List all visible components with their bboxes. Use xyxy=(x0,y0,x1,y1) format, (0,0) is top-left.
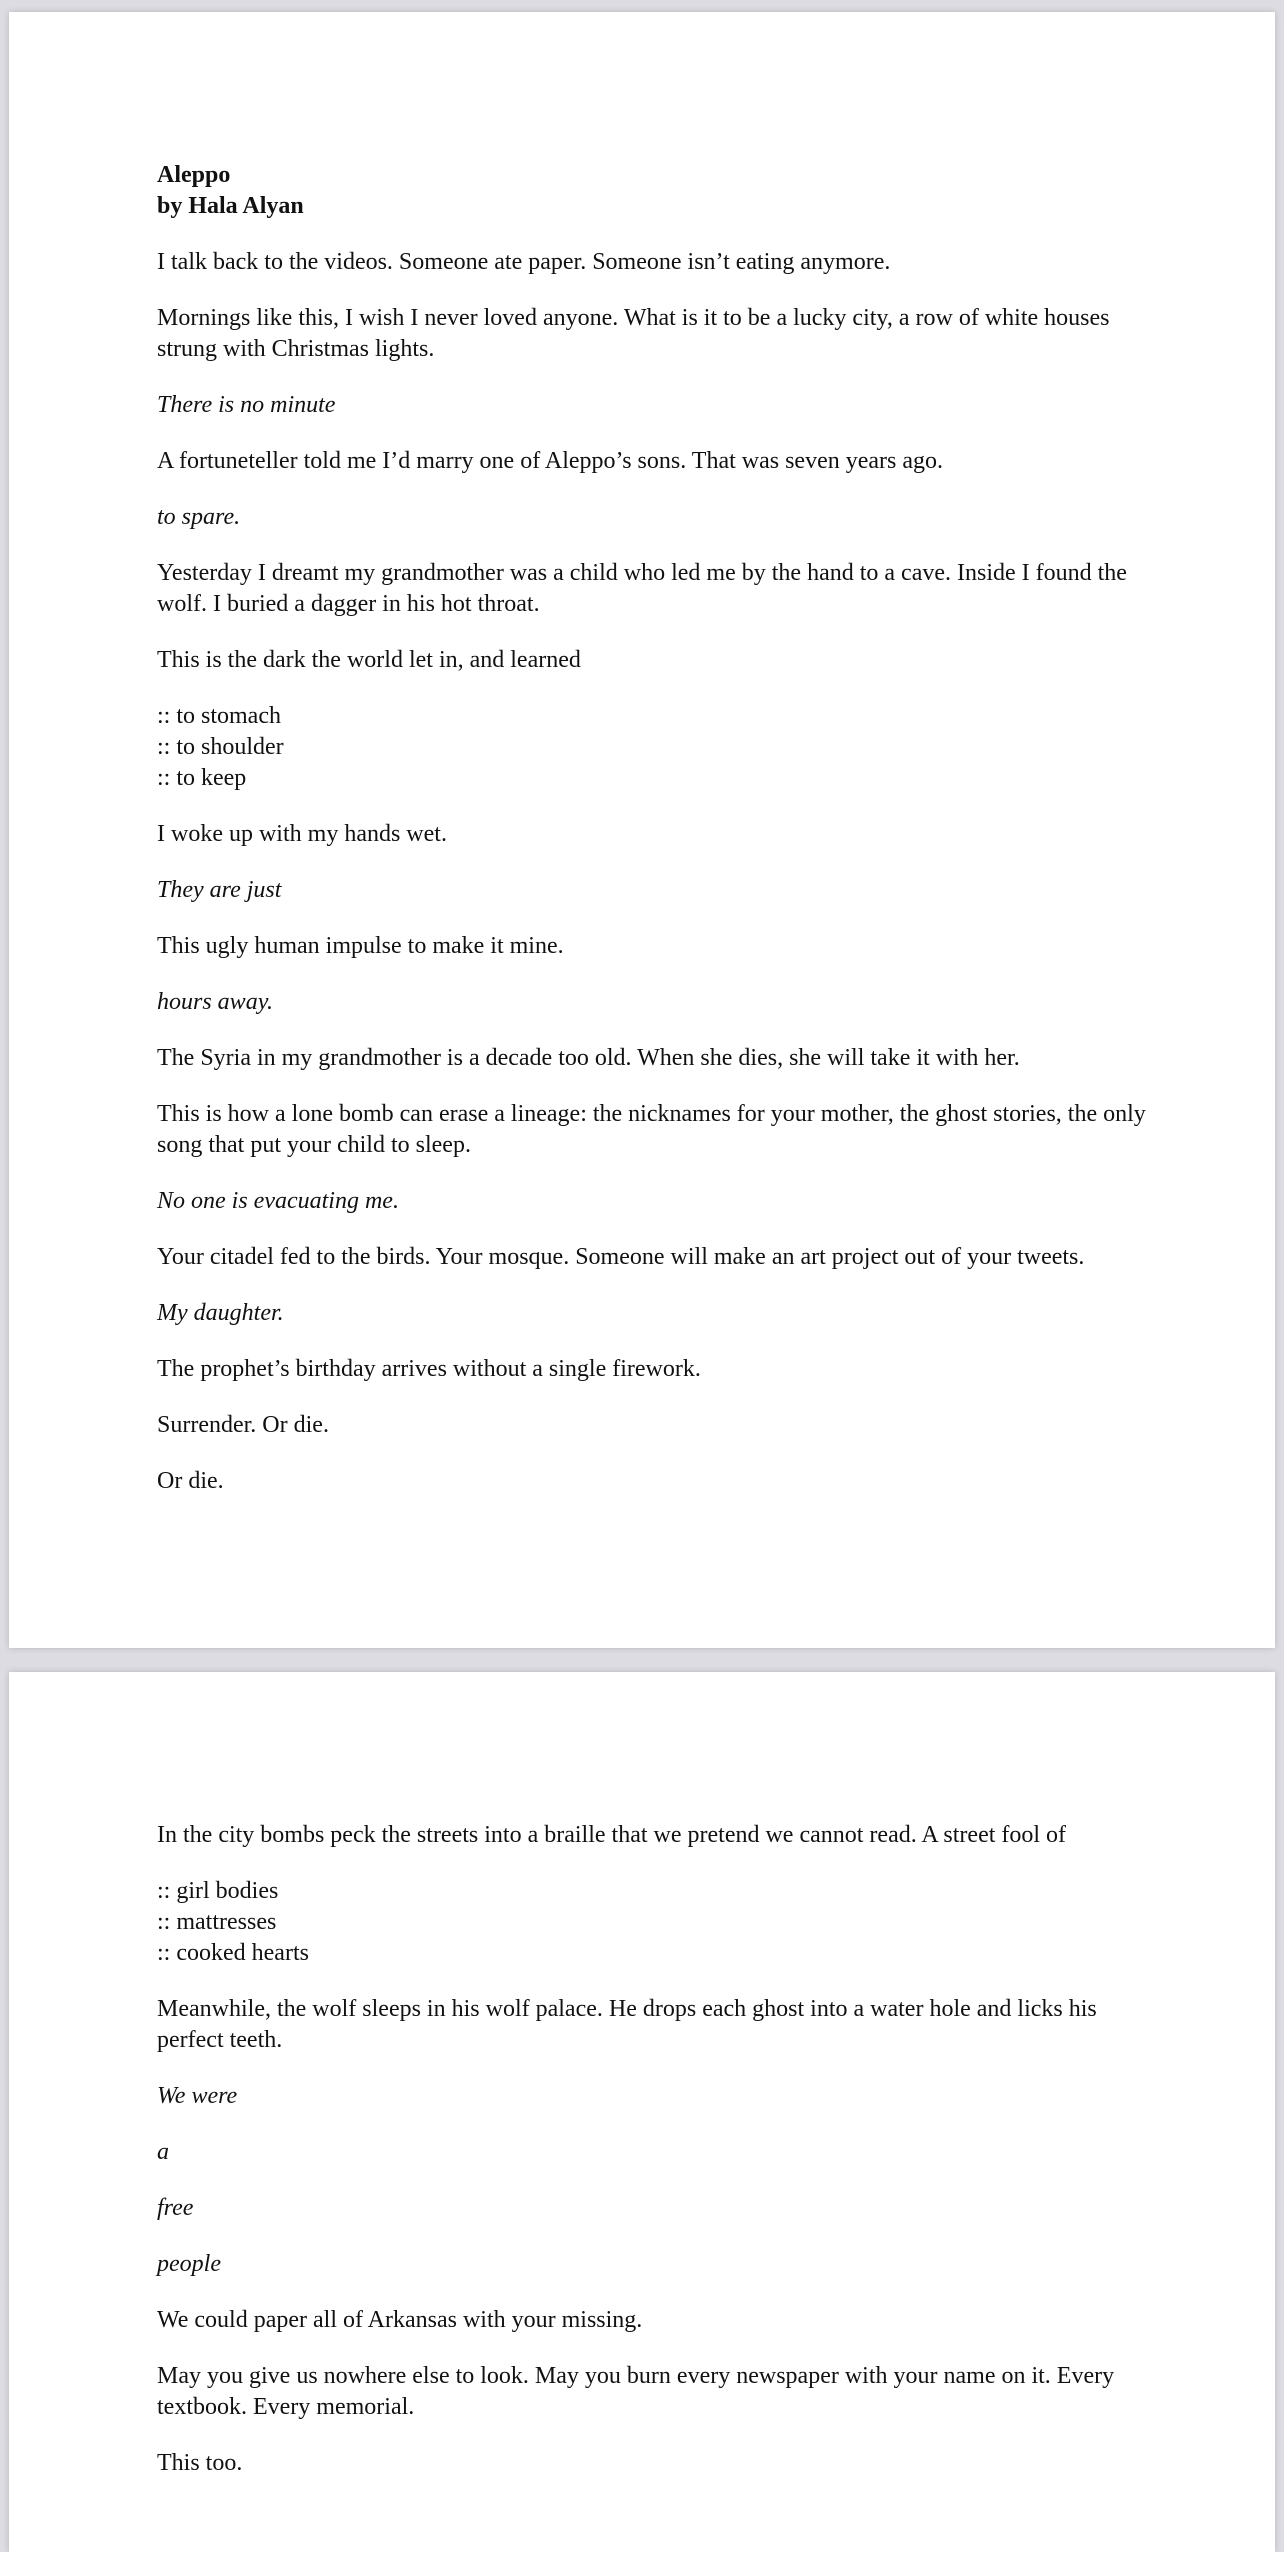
paragraph: This ugly human impulse to make it mine. xyxy=(157,933,564,959)
poem-byline: by Hala Alyan xyxy=(157,193,304,219)
italic-line: free xyxy=(157,2195,194,2221)
document-page-1 xyxy=(9,12,1275,1648)
italic-line: a xyxy=(157,2139,169,2165)
italic-line: No one is evacuating me. xyxy=(157,1188,399,1214)
paragraph: In the city bombs peck the streets into a braille that we pretend we cannot read. A street fool of xyxy=(157,1822,1067,1848)
paragraph: We could paper all of Arkansas with your missing. xyxy=(157,2307,643,2333)
italic-line: There is no minute xyxy=(157,392,336,418)
italic-line: to spare. xyxy=(157,504,241,530)
list-block-1 xyxy=(157,701,1147,794)
paragraph: The prophet’s birthday arrives without a single firework. xyxy=(157,1356,701,1382)
italic-line: people xyxy=(157,2251,221,2277)
paragraph: This too. xyxy=(157,2450,243,2476)
paragraph: Meanwhile, the wolf sleeps in his wolf palace. He drops each ghost into a water hole and licks his perfect teeth. xyxy=(157,1996,1097,2053)
paragraph: The Syria in my grandmother is a decade too old. When she dies, she will take it with her. xyxy=(157,1045,1020,1071)
list-item: :: to stomach xyxy=(157,703,281,729)
italic-line: They are just xyxy=(157,877,282,903)
list-item: :: to keep xyxy=(157,765,247,791)
paragraph: I woke up with my hands wet. xyxy=(157,821,447,847)
page-1-content xyxy=(157,160,1147,1522)
list-item: :: to shoulder xyxy=(157,734,284,760)
paragraph: May you give us nowhere else to look. May you burn every newspaper with your name on it. Every textbook. Every memorial. xyxy=(157,2363,1115,2420)
paragraph: This is the dark the world let in, and learned xyxy=(157,647,581,673)
paragraph: Mornings like this, I wish I never loved anyone. What is it to be a lucky city, a row of white houses strung with Christmas lights. xyxy=(157,305,1110,362)
list-item: :: cooked hearts xyxy=(157,1940,309,1966)
poem-title: Aleppo xyxy=(157,162,231,188)
paragraph: Surrender. Or die. xyxy=(157,1412,329,1438)
paragraph: Or die. xyxy=(157,1468,224,1494)
paragraph: A fortuneteller told me I’d marry one of Aleppo’s sons. That was seven years ago. xyxy=(157,448,944,474)
paragraph: Yesterday I dreamt my grandmother was a child who led me by the hand to a cave. Inside I found the wolf. I buried a dagger in his hot throat. xyxy=(157,560,1127,617)
italic-line: We were xyxy=(157,2083,238,2109)
paragraph: I talk back to the videos. Someone ate paper. Someone isn’t eating anymore. xyxy=(157,249,891,275)
paragraph: Your citadel fed to the birds. Your mosque. Someone will make an art project out of your tweets. xyxy=(157,1244,1085,1270)
paragraph: This is how a lone bomb can erase a lineage: the nicknames for your mother, the ghost stories, the only song that put your child to sleep. xyxy=(157,1101,1146,1158)
list-item: :: mattresses xyxy=(157,1909,277,1935)
page-2-content xyxy=(157,1820,1147,2504)
list-item: :: girl bodies xyxy=(157,1878,279,1904)
list-block-2 xyxy=(157,1876,1147,1969)
poem-heading xyxy=(157,160,1147,222)
document-page-2 xyxy=(9,1672,1275,2552)
italic-line: hours away. xyxy=(157,989,274,1015)
italic-line: My daughter. xyxy=(157,1300,284,1326)
